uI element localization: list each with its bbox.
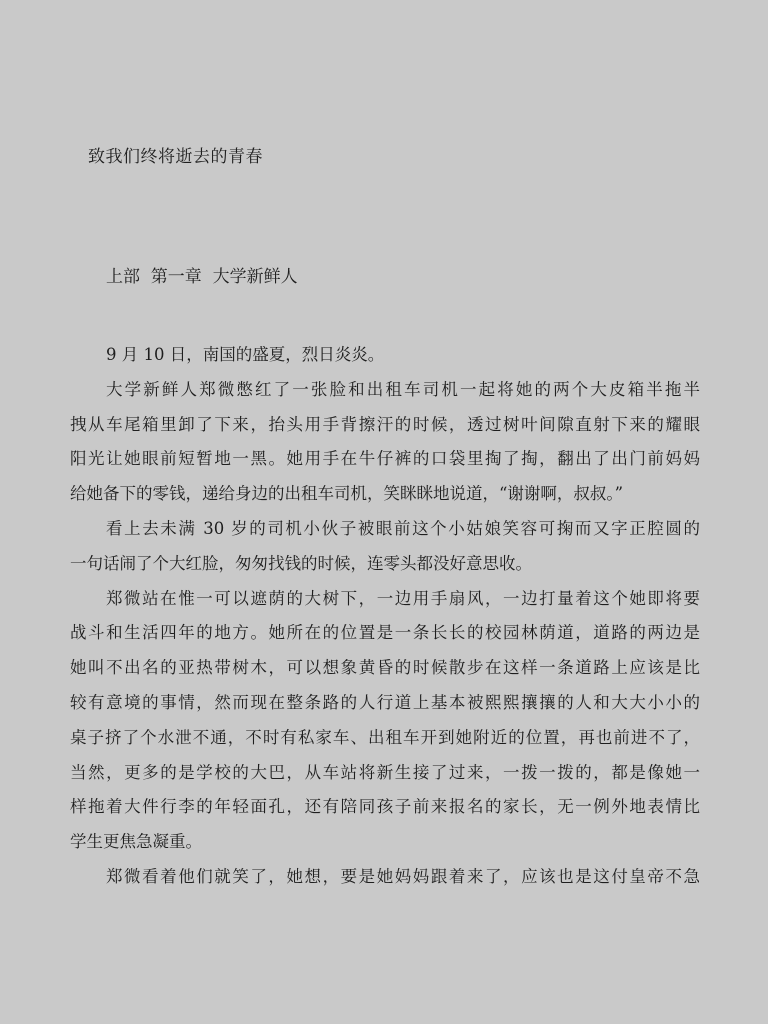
- text-line: 当然，更多的是学校的大巴，从车站将新生接了过来，一拨一拨的，都是像她一: [70, 762, 700, 782]
- text-line: 看上去未满 30 岁的司机小伙子被眼前这个小姑娘笑容可掬而又字正腔圆的: [106, 518, 700, 538]
- text-line: 拽从车尾箱里卸了下来，抬头用手背擦汗的时候，透过树叶间隙直射下来的耀眼: [70, 414, 700, 434]
- text-line: 大学新鲜人郑微憋红了一张脸和出租车司机一起将她的两个大皮箱半拖半: [106, 379, 700, 399]
- text-line: 桌子挤了个水泄不通，不时有私家车、出租车开到她附近的位置，再也前进不了，: [70, 727, 700, 747]
- text-line: 学生更焦急凝重。: [70, 832, 202, 852]
- text-line: 郑微看着他们就笑了，她想，要是她妈妈跟着来了，应该也是这付皇帝不急: [106, 866, 700, 886]
- text-line: 9 月 10 日，南国的盛夏，烈日炎炎。: [106, 345, 385, 364]
- chapter-title: 上部 第一章 大学新鲜人: [106, 267, 298, 287]
- text-line: 阳光让她眼前短暂地一黑。她用手在牛仔裤的口袋里掏了掏，翻出了出门前妈妈: [70, 449, 700, 469]
- book-title: 致我们终将逝去的青春: [88, 147, 263, 167]
- text-line: 样拖着大件行李的年轻面孔，还有陪同孩子前来报名的家长，无一例外地表情比: [70, 797, 700, 817]
- text-line: 她叫不出名的亚热带树木，可以想象黄昏的时候散步在这样一条道路上应该是比: [70, 658, 700, 678]
- text-line: 给她备下的零钱，递给身边的出租车司机，笑眯眯地说道，“谢谢啊，叔叔。”: [70, 484, 624, 504]
- text-line: 一句话闹了个大红脸，匆匆找钱的时候，连零头都没好意思收。: [70, 553, 532, 573]
- text-line: 较有意境的事情，然而现在整条路的人行道上基本被熙熙攘攘的人和大大小小的: [70, 692, 700, 712]
- text-line: 战斗和生活四年的地方。她所在的位置是一条长长的校园林荫道，道路的两边是: [70, 623, 700, 643]
- text-line: 郑微站在惟一可以遮荫的大树下，一边用手扇风，一边打量着这个她即将要: [106, 588, 700, 608]
- body-text: [70, 338, 700, 895]
